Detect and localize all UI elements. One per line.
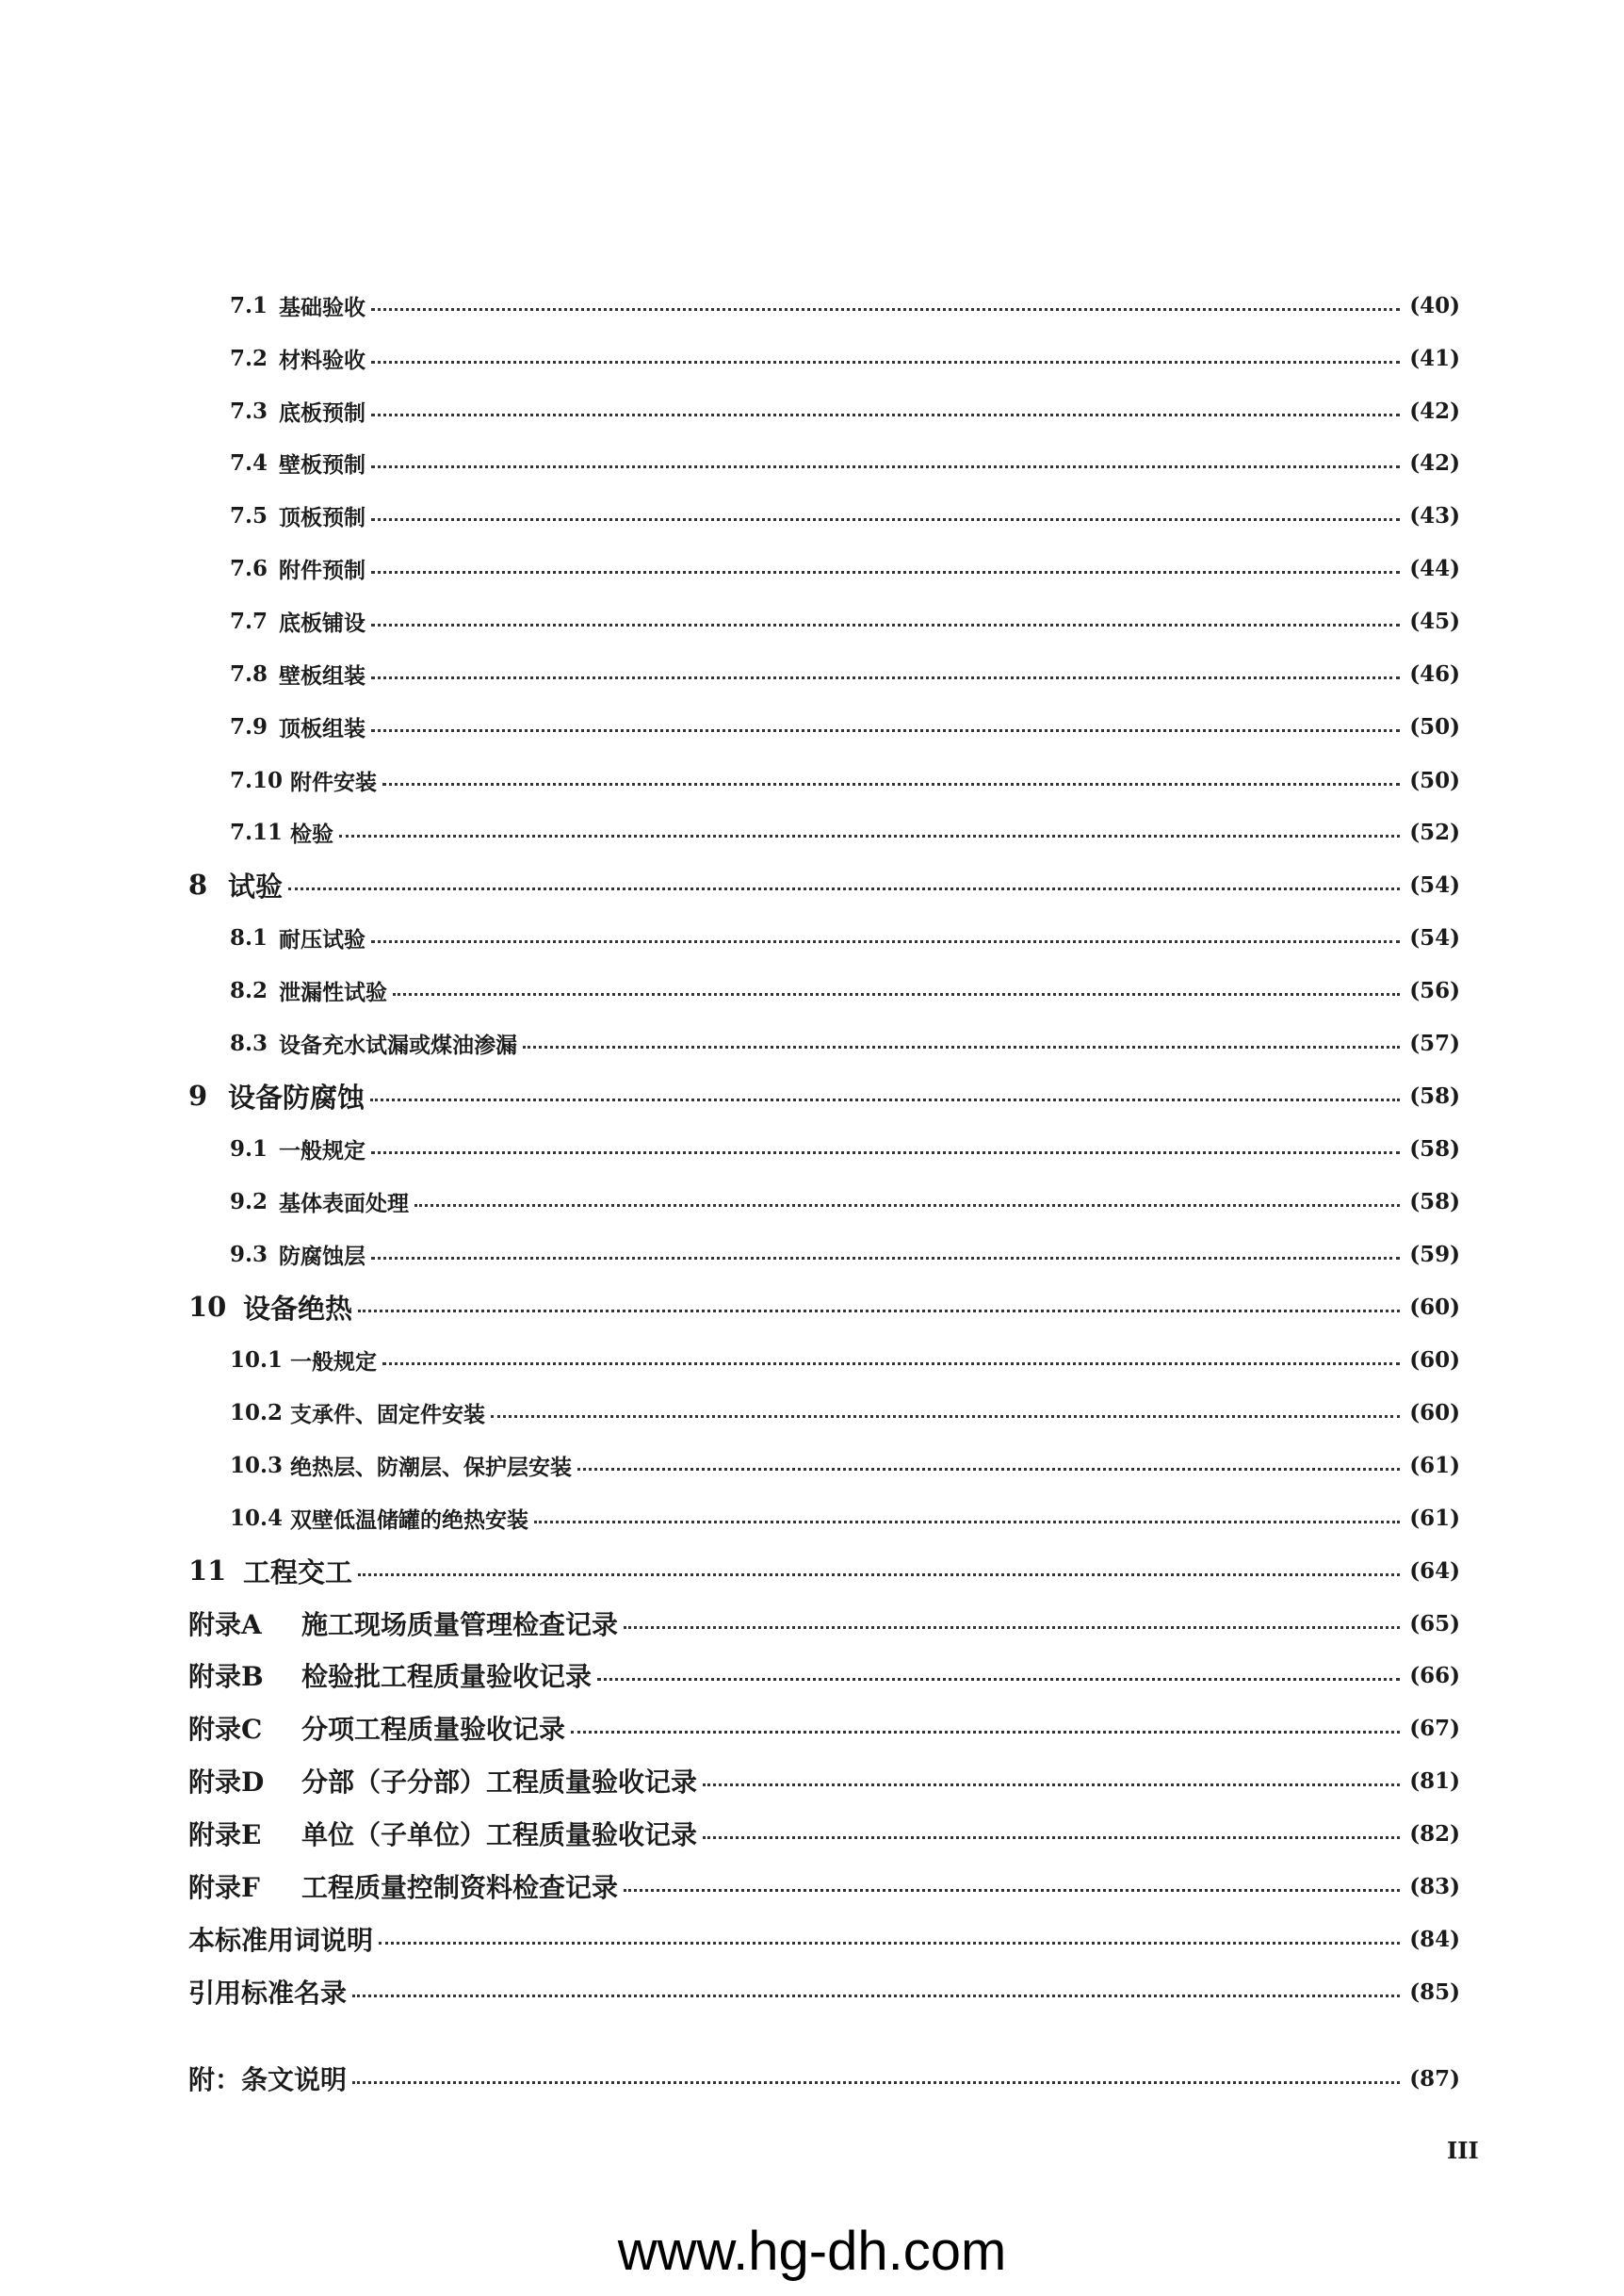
toc-entry	[188, 1965, 1460, 2018]
toc-entry	[188, 1754, 1460, 1807]
dot-leader	[523, 1046, 1400, 1049]
toc-entry-title: 工程质量控制资料检查记录	[301, 1872, 619, 1903]
toc-entry-page: (60)	[1409, 1294, 1460, 1320]
dot-leader	[288, 887, 1400, 890]
dot-leader	[352, 2081, 1400, 2084]
dot-leader	[371, 1257, 1400, 1260]
toc-entry-page: (65)	[1409, 1610, 1460, 1637]
toc-entry	[230, 911, 1460, 964]
toc-entry	[230, 1386, 1460, 1439]
toc-entry-page: (45)	[1409, 608, 1460, 634]
toc-entry-page: (58)	[1409, 1188, 1460, 1214]
toc-entry-number: 11	[188, 1555, 227, 1587]
dot-leader	[624, 1889, 1400, 1892]
toc-entry-page: (82)	[1409, 1820, 1460, 1847]
toc-entry	[230, 754, 1460, 806]
toc-entry-title: 引用标准名录	[188, 1978, 348, 2009]
toc-entry-number: 8	[188, 869, 208, 901]
toc-entry-number: 8.1	[230, 924, 268, 951]
toc-entry-page: (42)	[1409, 398, 1460, 424]
dot-leader	[491, 1415, 1400, 1418]
toc-entry-title: 试验	[228, 870, 284, 903]
toc-entry	[230, 1228, 1460, 1280]
toc-entry-title: 耐压试验	[279, 926, 365, 953]
toc-entry-title: 工程交工	[243, 1555, 353, 1588]
toc-entry	[188, 1597, 1460, 1650]
toc-entry-number: 10.1	[230, 1346, 284, 1373]
toc-entry	[230, 1491, 1460, 1544]
toc-entry-number: 10.3	[230, 1452, 284, 1478]
toc-entry-number: 7.3	[230, 398, 268, 424]
toc-entry-title: 检验批工程质量验收记录	[301, 1661, 593, 1692]
dot-leader	[703, 1783, 1400, 1786]
dot-leader	[339, 835, 1400, 838]
toc-entry-page: (41)	[1409, 345, 1460, 371]
toc-entry-title: 附件安装	[290, 769, 377, 795]
toc-entry-title: 底板铺设	[279, 610, 365, 636]
toc-entry-number: 7.9	[230, 713, 268, 740]
toc-entry-page: (83)	[1409, 1873, 1460, 1899]
toc-entry	[230, 489, 1460, 542]
toc-entry	[230, 1017, 1460, 1069]
dot-leader	[371, 361, 1400, 364]
toc-entry-page: (52)	[1409, 819, 1460, 845]
toc-entry	[230, 1175, 1460, 1228]
dot-leader	[371, 571, 1400, 574]
toc-entry-title: 壁板预制	[279, 451, 365, 478]
toc-entry-page: (50)	[1409, 767, 1460, 793]
toc-entry-title: 基体表面处理	[279, 1190, 409, 1216]
toc-entry-number: 7.8	[230, 660, 268, 687]
toc-entry	[230, 806, 1460, 858]
toc-entry-page: (81)	[1409, 1767, 1460, 1794]
toc-entry	[188, 1807, 1460, 1860]
dot-leader	[571, 1731, 1400, 1734]
dot-leader	[371, 676, 1400, 679]
toc-entry-title: 检验	[290, 821, 333, 847]
toc-entry-number: 9.3	[230, 1241, 268, 1267]
toc-entry-number: 9.2	[230, 1188, 268, 1214]
dot-leader	[371, 940, 1400, 943]
dot-leader	[371, 624, 1400, 627]
toc-entry-number: 7.11	[230, 819, 284, 845]
toc-entry	[188, 1544, 1460, 1597]
toc-entry	[230, 332, 1460, 384]
toc-entry-title: 本标准用词说明	[188, 1925, 374, 1956]
dot-leader	[371, 729, 1400, 732]
toc-entry-page: (42)	[1409, 449, 1460, 476]
toc-entry-title: 顶板预制	[279, 504, 365, 530]
toc-entry-number: 7.5	[230, 502, 268, 529]
toc-entry-number: 7.7	[230, 608, 268, 634]
toc-entry	[230, 279, 1460, 332]
toc-entry	[188, 1702, 1460, 1754]
dot-leader	[379, 1942, 1400, 1945]
toc-entry	[230, 594, 1460, 647]
website-watermark: www.hg-dh.com	[617, 2221, 1007, 2282]
dot-leader	[358, 1310, 1400, 1312]
toc-entry-number: 附录E	[188, 1819, 262, 1850]
toc-entry-page: (54)	[1409, 871, 1460, 898]
dot-leader	[577, 1468, 1400, 1471]
dot-leader	[371, 518, 1400, 521]
toc-entry-number: 附录F	[188, 1872, 260, 1903]
toc-entry	[188, 1913, 1460, 1965]
toc-entry-title: 分部（子分部）工程质量验收记录	[301, 1767, 698, 1798]
toc-entry-number: 9.1	[230, 1135, 268, 1162]
toc-entry	[188, 1280, 1460, 1333]
toc-entry-title: 防腐蚀层	[279, 1243, 365, 1269]
dot-leader	[382, 1362, 1400, 1365]
toc-entry-page: (57)	[1409, 1030, 1460, 1056]
toc-entry-page: (59)	[1409, 1241, 1460, 1267]
toc-entry-title: 设备绝热	[243, 1292, 353, 1325]
toc-entry-number: 10.2	[230, 1399, 284, 1425]
toc-entry-title: 一般规定	[290, 1348, 377, 1375]
dot-leader	[371, 465, 1400, 468]
toc-entry-number: 10	[188, 1291, 227, 1323]
toc-entry	[230, 436, 1460, 489]
toc-entry-page: (66)	[1409, 1662, 1460, 1688]
toc-entry-title: 双壁低温储罐的绝热安装	[290, 1506, 528, 1533]
toc-entry-page: (87)	[1409, 2065, 1460, 2092]
page-number: III	[1447, 2137, 1479, 2164]
toc-entry-title: 附：条文说明	[188, 2064, 348, 2095]
toc-entry-title: 一般规定	[279, 1137, 365, 1164]
toc-entry	[188, 1069, 1460, 1122]
toc-entry-number: 7.10	[230, 767, 284, 793]
toc-entry-page: (60)	[1409, 1346, 1460, 1373]
toc-entry	[188, 1649, 1460, 1702]
dot-leader	[534, 1521, 1400, 1523]
toc-entry-page: (67)	[1409, 1715, 1460, 1741]
toc-entry-title: 壁板组装	[279, 662, 365, 689]
toc-entry-number: 7.1	[230, 292, 268, 318]
toc-entry	[230, 384, 1460, 437]
toc-entry-title: 绝热层、防潮层、保护层安装	[290, 1454, 572, 1480]
toc-entry	[188, 2052, 1460, 2105]
toc-entry-title: 泄漏性试验	[279, 979, 387, 1005]
toc-entry	[230, 647, 1460, 700]
toc-entry	[230, 700, 1460, 753]
toc-entry-page: (84)	[1409, 1926, 1460, 1952]
toc-entry-title: 底板预制	[279, 399, 365, 426]
toc-entry-number: 7.2	[230, 345, 268, 371]
toc-entry-title: 附件预制	[279, 557, 365, 583]
toc-entry	[230, 1333, 1460, 1386]
dot-leader	[371, 308, 1400, 311]
dot-leader	[703, 1836, 1400, 1839]
toc-entry-number: 8.2	[230, 977, 268, 1003]
toc-entry-number: 9	[188, 1080, 208, 1112]
toc-entry-number: 10.4	[230, 1505, 284, 1531]
toc-entry-page: (58)	[1409, 1135, 1460, 1162]
toc-entry-number: 附录B	[188, 1661, 264, 1692]
toc-entry	[230, 542, 1460, 594]
dot-leader	[393, 993, 1400, 996]
toc-entry-page: (46)	[1409, 660, 1460, 687]
toc-entry	[188, 1860, 1460, 1913]
dot-leader	[358, 1573, 1400, 1576]
dot-leader	[371, 1151, 1400, 1154]
toc-entry-page: (50)	[1409, 713, 1460, 740]
dot-leader	[352, 1995, 1400, 1997]
toc-entry	[230, 964, 1460, 1017]
toc-entry-page: (61)	[1409, 1452, 1460, 1478]
toc-entry-title: 材料验收	[279, 347, 365, 373]
toc-entry-number: 7.4	[230, 449, 268, 476]
dot-leader	[597, 1678, 1400, 1681]
dot-leader	[414, 1204, 1400, 1207]
toc-entry-number: 附录A	[188, 1609, 262, 1640]
toc-entry-page: (56)	[1409, 977, 1460, 1003]
toc-entry-page: (85)	[1409, 1978, 1460, 2005]
toc-entry-number: 7.6	[230, 555, 268, 581]
toc-entry-number: 附录C	[188, 1714, 263, 1745]
toc-entry	[188, 858, 1460, 911]
toc-entry-number: 附录D	[188, 1767, 265, 1798]
toc-entry-page: (40)	[1409, 292, 1460, 318]
toc-entry-title: 支承件、固定件安装	[290, 1401, 485, 1427]
toc-entry	[230, 1439, 1460, 1491]
toc-entry-title: 基础验收	[279, 294, 365, 320]
toc-entry-page: (43)	[1409, 502, 1460, 529]
toc-entry-page: (60)	[1409, 1399, 1460, 1425]
toc-entry-page: (44)	[1409, 555, 1460, 581]
dot-leader	[370, 1099, 1400, 1101]
toc-entry-title: 设备防腐蚀	[228, 1081, 365, 1114]
toc-entry-page: (54)	[1409, 924, 1460, 951]
toc-entry	[230, 1122, 1460, 1175]
toc-entry-page: (58)	[1409, 1083, 1460, 1109]
dot-leader	[382, 783, 1400, 786]
toc-entry-title: 单位（子单位）工程质量验收记录	[301, 1819, 698, 1850]
toc-entry-title: 施工现场质量管理检查记录	[301, 1609, 619, 1640]
toc-entry-page: (64)	[1409, 1557, 1460, 1584]
toc-entry-number: 8.3	[230, 1030, 268, 1056]
toc-entry-title: 分项工程质量验收记录	[301, 1714, 566, 1745]
toc-entry-page: (61)	[1409, 1505, 1460, 1531]
toc-entry-title: 设备充水试漏或煤油渗漏	[279, 1032, 517, 1058]
dot-leader	[624, 1626, 1400, 1629]
dot-leader	[371, 414, 1400, 416]
toc-entry-title: 顶板组装	[279, 715, 365, 741]
